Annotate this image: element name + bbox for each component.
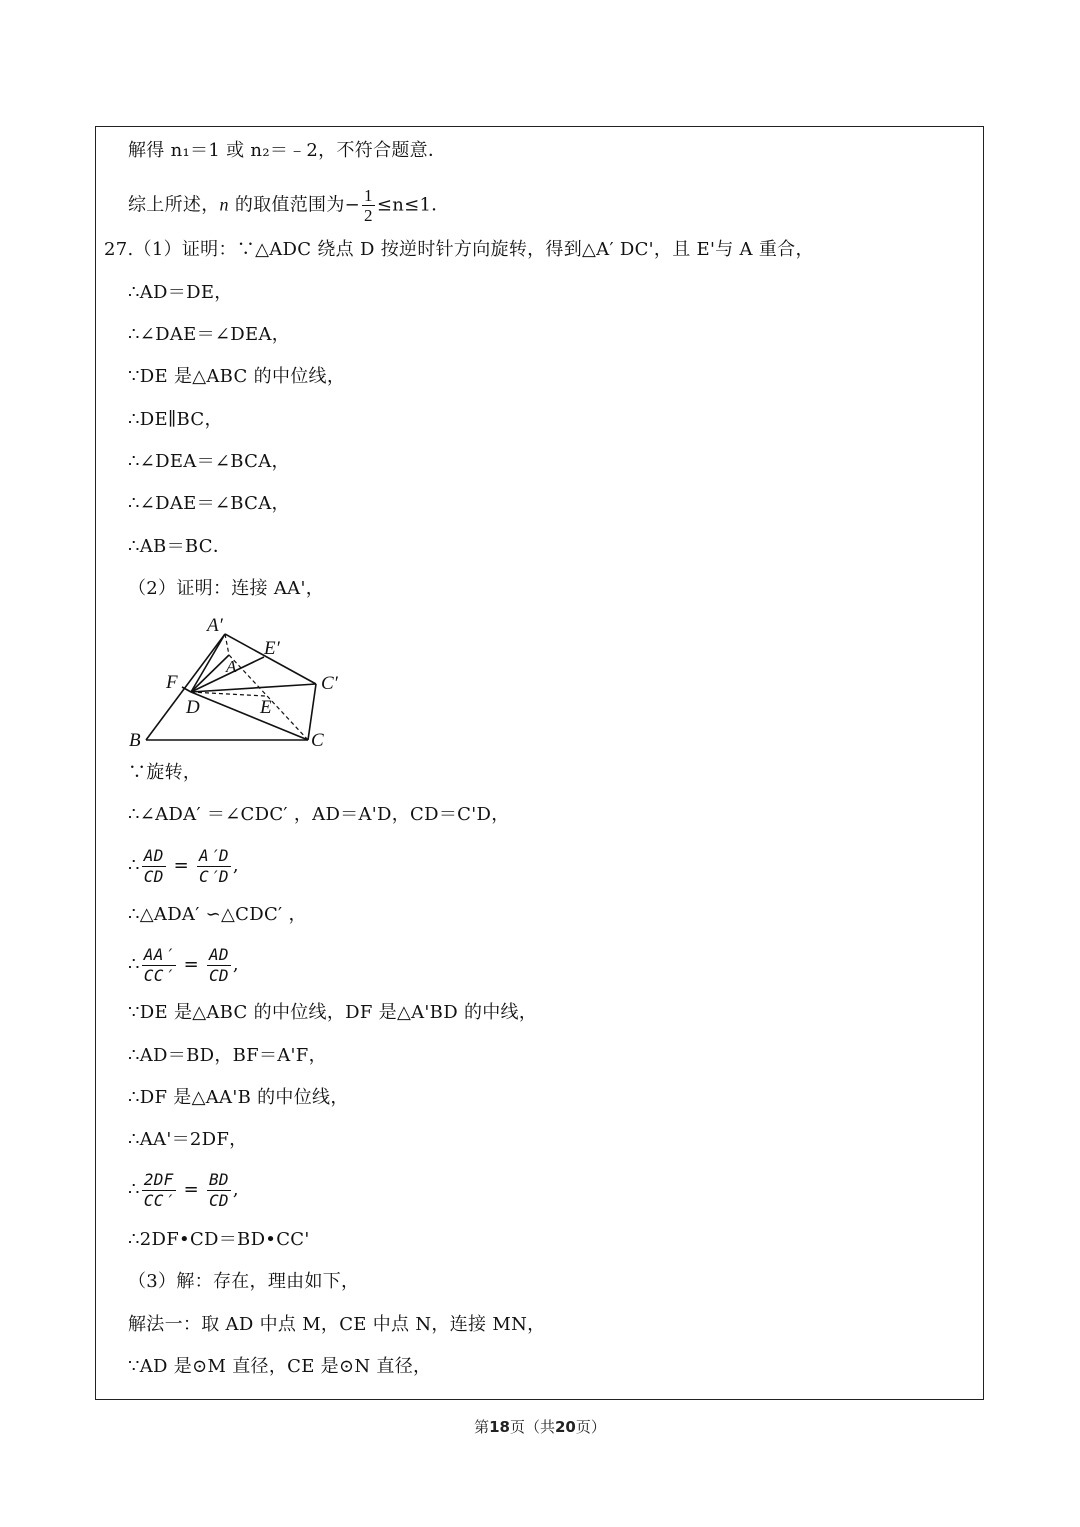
ratio-2df-cc1 [142, 1170, 176, 1211]
footer-current-page: 18 [489, 1418, 510, 1436]
step-5-ratio [128, 942, 239, 988]
solution-line-1: 解得 n₁＝1 或 n₂＝﹣2，不符合题意． [128, 140, 447, 161]
step-11: ∴2DF•CD＝BD•CC' [128, 1229, 310, 1250]
figure-dashed-lines [191, 634, 308, 740]
ratio-aa1-cc1 [142, 945, 176, 986]
ratio-ad-cd-2 [207, 945, 231, 986]
step-10-post: , [232, 1179, 239, 1200]
footer-prefix: 第 [474, 1418, 490, 1436]
ratio-a1d-c1d [197, 846, 231, 887]
half-denominator: 2 [364, 206, 373, 225]
label-a-prime: A′ [207, 615, 223, 636]
label-b: B [129, 730, 141, 751]
proof-line-5: ∴∠DEA＝∠BCA， [128, 451, 290, 472]
denominator: CD [208, 965, 229, 985]
footer-mid: 页（共 [509, 1418, 555, 1436]
numerator: AD [208, 944, 229, 964]
label-e: E [260, 697, 272, 718]
proof-line-6: ∴∠DAE＝∠BCA， [128, 493, 290, 514]
ratio-ad-cd [142, 846, 166, 887]
method-1-line-1: 解法一：取 AD 中点 M，CE 中点 N，连接 MN， [128, 1314, 546, 1335]
numerator: AA′ [143, 944, 174, 964]
geometry-figure [125, 612, 355, 752]
step-1: ∵旋转， [128, 762, 202, 783]
denominator: CD [208, 1190, 229, 1210]
half-fraction [362, 186, 375, 225]
numerator: AD [143, 845, 164, 865]
step-10-prefix: ∴ [128, 1179, 140, 1200]
equals-sign: = [183, 954, 199, 975]
label-f: F [166, 672, 178, 693]
line-2-mid: 的取值范围为− [228, 194, 361, 216]
method-1-line-2: ∵AD 是⊙M 直径，CE 是⊙N 直径， [128, 1356, 432, 1377]
denominator: CC′ [143, 965, 174, 985]
ratio-bd-cd [207, 1170, 231, 1211]
line-2-post: ≤n≤1． [376, 194, 450, 216]
line-2-var: n [219, 194, 229, 215]
numerator: BD [208, 1169, 229, 1189]
step-5-post: , [232, 954, 239, 975]
step-5-prefix: ∴ [128, 954, 140, 975]
label-c-prime: C′ [321, 673, 338, 694]
step-3-post: , [232, 855, 239, 876]
step-4: ∴△ADA′ ∽△CDC′ ， [128, 904, 307, 925]
proof-line-7: ∴AB＝BC． [128, 536, 232, 557]
label-d: D [186, 697, 200, 718]
step-9: ∴AA'＝2DF， [128, 1129, 248, 1150]
numerator: A′D [199, 845, 229, 865]
step-3-ratio [128, 843, 239, 889]
line-2-prefix: 综上所述， [128, 194, 220, 216]
proof-line-1: ∴AD＝DE， [128, 282, 233, 303]
step-7: ∴AD＝BD，BF＝A'F， [128, 1045, 327, 1066]
footer-total-pages: 20 [555, 1418, 576, 1436]
part-2-heading: （2）证明：连接 AA'， [128, 578, 325, 599]
half-numerator: 1 [364, 186, 373, 205]
step-3-prefix: ∴ [128, 855, 140, 876]
proof-line-4: ∴DE∥BC， [128, 409, 223, 430]
label-a: A [226, 657, 237, 676]
part-3-heading: （3）解：存在，理由如下， [128, 1271, 360, 1292]
step-8: ∴DF 是△AA'B 的中位线， [128, 1087, 349, 1108]
proof-line-3: ∵DE 是△ABC 的中位线， [128, 366, 346, 387]
question-27-heading: 27.（1）证明：∵△ADC 绕点 D 按逆时针方向旋转，得到△A′ DC'，且 E'与 A 重合， [104, 239, 814, 260]
proof-line-2: ∴∠DAE＝∠DEA， [128, 324, 291, 345]
step-10-ratio [128, 1167, 239, 1213]
page-footer [0, 1416, 1080, 1437]
denominator: CC′ [143, 1190, 174, 1210]
numerator: 2DF [143, 1169, 174, 1189]
step-6: ∵DE 是△ABC 的中位线，DF 是△A'BD 的中线， [128, 1002, 538, 1023]
label-c: C [311, 730, 324, 751]
equals-sign: = [183, 1179, 199, 1200]
denominator: C′D [199, 866, 229, 886]
footer-suffix: 页） [575, 1418, 606, 1436]
denominator: CD [143, 866, 164, 886]
label-e-prime: E′ [264, 638, 280, 659]
step-2: ∴∠ADA′ ＝∠CDC′ ，AD＝A'D，CD＝C'D， [128, 804, 510, 825]
solution-line-2 [128, 186, 450, 225]
equals-sign: = [173, 855, 190, 876]
